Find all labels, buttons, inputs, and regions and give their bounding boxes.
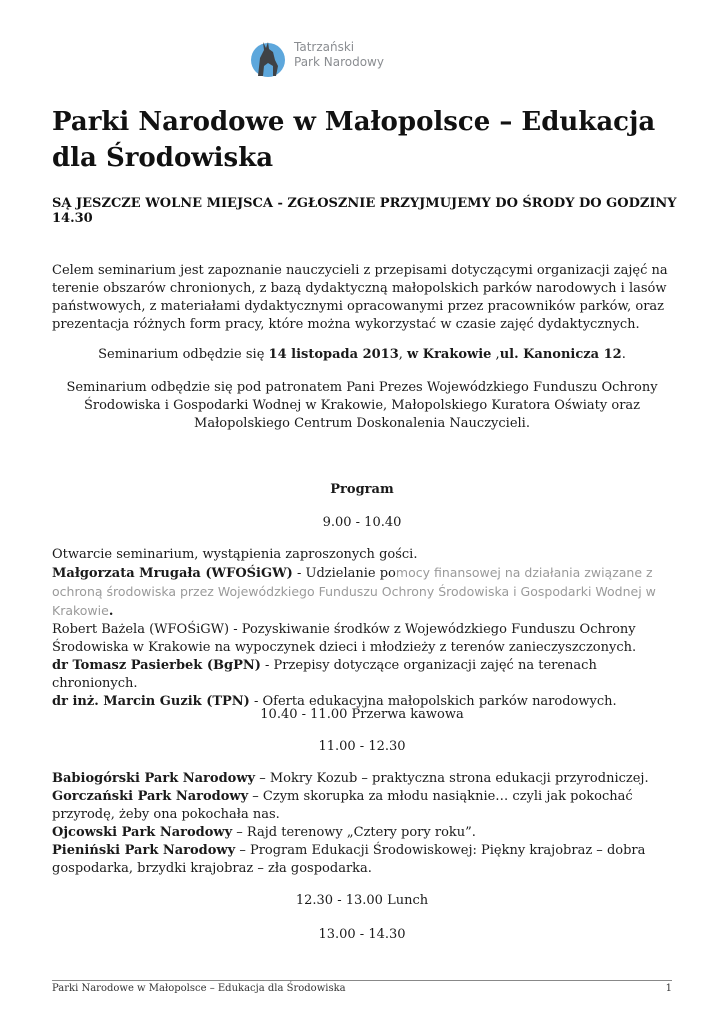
speaker-topic: - Udzielanie po xyxy=(292,566,396,581)
park-name: Babiogórski Park Narodowy xyxy=(52,771,256,786)
park-topic: – Mokry Kozub – praktyczna strona edukacji przyrodniczej. xyxy=(255,771,649,786)
time-slot-3: 13.00 - 14.30 xyxy=(318,927,406,942)
speaker-name: dr inż. Marcin Guzik (TPN) xyxy=(52,694,250,709)
date-sep: , xyxy=(491,347,500,362)
session-2-list xyxy=(52,770,682,878)
speaker-item-3 xyxy=(52,657,682,693)
page-title: Parki Narodowe w Małopolsce – Edukacja dla Środowiska xyxy=(52,107,656,173)
intro-paragraph: Celem seminarium jest zapoznanie nauczycieli z przepisami dotyczącymi organizacji zajęć na terenie obszarów chronionych, z bazą dydaktyczną małopolskich parków narodowych i lasów państwowych, z materiałami dydaktycznymi opracowanymi przez pracowników parków, oraz prezentacja różnych form pracy, które można wykorzystać w czasie zajęć dydaktycznych. xyxy=(52,263,668,332)
park-topic: – Czym skorupka za młodu nasiąknie… czyli jak pokochać przyrodę, żeby ona pokochała nas. xyxy=(52,789,633,822)
date-line xyxy=(52,346,672,364)
patronage-paragraph: Seminarium odbędzie się pod patronatem Pani Prezes Wojewódzkiego Funduszu Ochrony Środowiska i Gospodarki Wodnej w Krakowie, Małopolskiego Kuratora Oświaty oraz Małopolskiego Centrum Doskonalenia Nauczycieli. xyxy=(66,380,658,431)
speaker-topic-end: . xyxy=(108,604,114,619)
speaker-topic-link[interactable]: mocy finansowej na działania związane z ochroną środowiska przez Wojewódzkiego Funduszu Ochrony Środowiska i Gospodarki Wodnej w Krakowie xyxy=(52,565,656,618)
session-1-list xyxy=(52,546,682,711)
seminar-date: 14 listopada 2013 xyxy=(268,347,399,362)
speaker-topic: - Przepisy dotyczące organizacji zajęć na terenach chronionych. xyxy=(52,658,597,691)
date-comma: , xyxy=(398,347,408,362)
park-name: Pieniński Park Narodowy xyxy=(52,843,236,858)
speaker-item-2: Robert Bażela (WFOŚiGW) - Pozyskiwanie środków z Wojewódzkiego Funduszu Ochrony Środowiska w Krakowie na wypoczynek dzieci i młodzieży z terenów zanieczyszczonych. xyxy=(52,622,637,655)
footer-title: Parki Narodowe w Małopolsce – Edukacja dla Środowiska xyxy=(52,983,346,994)
time-slot-1: 9.00 - 10.40 xyxy=(322,515,402,530)
program-heading xyxy=(52,481,672,499)
speaker-topic: - Oferta edukacyjna małopolskich parków narodowych. xyxy=(249,694,617,709)
park-topic: – Rajd terenowy „Cztery pory roku”. xyxy=(232,825,476,840)
seminar-address: ul. Kanonicza 12 xyxy=(499,347,622,362)
opening-item: Otwarcie seminarium, wystąpienia zaproszonych gości. xyxy=(52,547,418,562)
park-item-gorce xyxy=(52,788,682,824)
coffee-break: 10.40 - 11.00 Przerwa kawowa xyxy=(260,707,464,722)
speaker-name: Małgorzata Mrugała (WFOŚiGW) xyxy=(52,566,293,581)
page-footer xyxy=(52,983,672,994)
time-slot-2: 11.00 - 12.30 xyxy=(318,739,406,754)
park-name: Ojcowski Park Narodowy xyxy=(52,825,233,840)
park-item-pieniny xyxy=(52,842,682,878)
park-topic: – Program Edukacji Środowiskowej: Piękny krajobraz – dobra gospodarka, brzydki krajobraz – zła gospodarka. xyxy=(52,843,646,876)
speaker-name: dr Tomasz Pasierbek (BgPN) xyxy=(52,658,261,673)
date-prefix: Seminarium odbędzie się xyxy=(98,347,269,362)
park-item-babia-gora xyxy=(52,770,682,788)
chamois-icon xyxy=(248,36,292,80)
speaker-item-1 xyxy=(52,564,682,621)
park-item-ojcow xyxy=(52,824,682,842)
park-name: Gorczański Park Narodowy xyxy=(52,789,249,804)
tpn-logo[interactable] xyxy=(248,36,388,80)
logo-text xyxy=(294,40,384,70)
lunch-slot: 12.30 - 13.00 Lunch xyxy=(295,893,429,908)
program-heading-text: Program xyxy=(330,482,394,497)
logo-line-1: Tatrzański xyxy=(294,40,355,54)
page-number: 1 xyxy=(665,983,672,994)
footer-divider xyxy=(52,980,672,981)
registration-notice: SĄ JESZCZE WOLNE MIEJSCA - ZGŁOSZNIE PRZYJMUJEMY DO ŚRODY DO GODZINY 14.30 xyxy=(52,196,677,226)
seminar-city: w Krakowie xyxy=(407,347,492,362)
logo-line-2: Park Narodowy xyxy=(294,55,384,69)
date-end: . xyxy=(621,347,626,362)
